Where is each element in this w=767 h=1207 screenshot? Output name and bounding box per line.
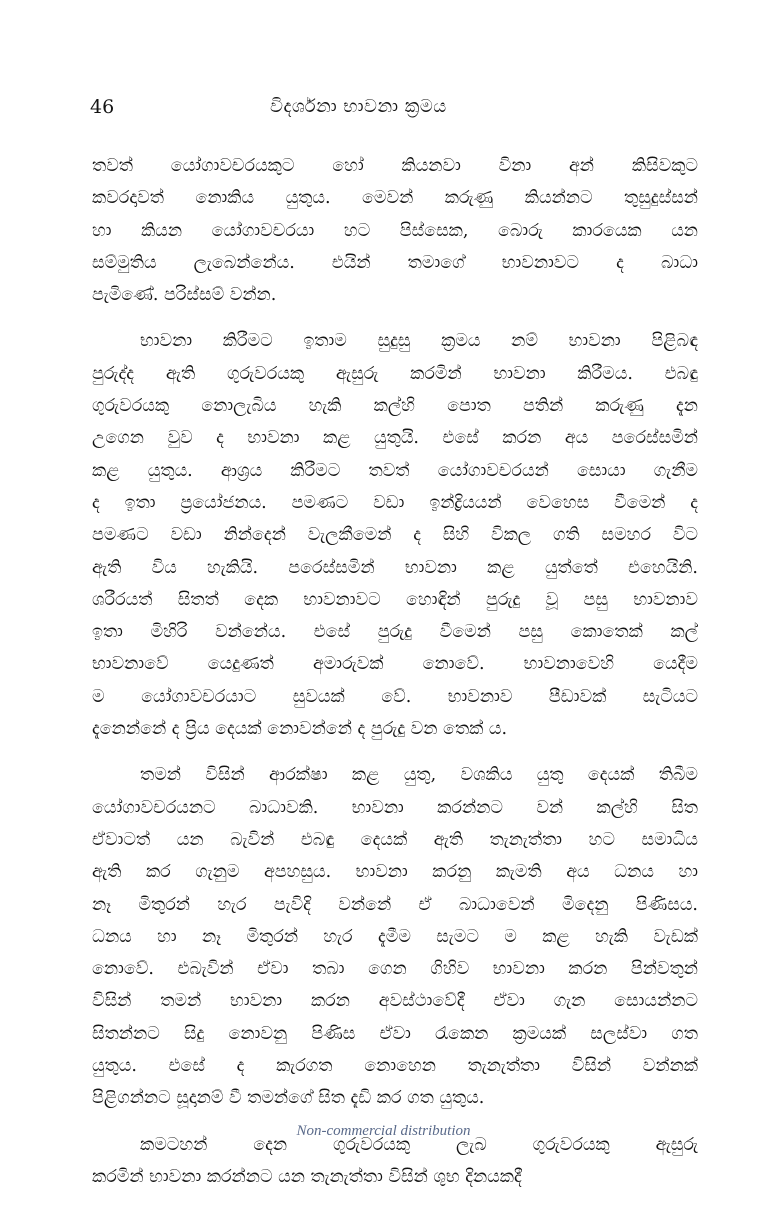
text-line: නෑ මිතුරන් හැර පැවිදි වන්නේ ඒ බාධාවෙන් මිදෙනු පිණිසය. <box>92 894 698 915</box>
text-line: උගෙන වුව ද භාවනා කළ යුතුයි. එසේ කරන අය පරෙස්සමින් <box>92 428 698 449</box>
text-line: ඒවාටත් යන බැවින් එබඳු දෙයක් ඇති තැනැත්තා හට සමාධිය <box>92 829 698 850</box>
page-header <box>90 96 697 126</box>
paragraph <box>92 759 698 1114</box>
text-line: පුරුද්ද ඇති ගුරුවරයකු ඇසුරු කරමින් භාවනා කිරීමය. එබඳු <box>92 363 698 384</box>
text-line: පිළිගන්නට සූදානම් වී තමන්ගේ සිත දැඩි කර ගත යුතුය. <box>92 1088 485 1109</box>
text-line: දැනෙන්නේ ද ප්‍රිය දෙයක් නොවන්නේ ද පුරුදු වන තෙක් ය. <box>92 719 508 740</box>
text-line: පැමිණේ. පරිස්සම් වන්න. <box>92 285 277 306</box>
text-line: කමටහන් දෙන ගුරුවරයකු ලැබ ගුරුවරයකු ඇසුරු <box>140 1134 698 1155</box>
footer-note: Non-commercial distribution <box>296 1123 471 1139</box>
paragraph <box>92 325 698 745</box>
text-line: තමන් විසින් ආරක්ෂා කළ යුතු, වශකිය යුතු දෙයක් තිබීම <box>140 765 698 786</box>
text-line: ගුරුවරයකු නොලැබිය හැකි කල්හි පොත පතින් කරුණු දැන <box>92 396 698 417</box>
paragraph <box>92 150 698 311</box>
text-line: විසින් තමන් භාවනා කරන අවස්ථාවේදී ඒවා ගැන සොයන්නට <box>92 991 698 1012</box>
text-line: යුතුය. එසේ ද කැරගත නොහෙන තැනැත්තා විසින් වන්නක් <box>92 1056 698 1077</box>
page-number: 46 <box>90 96 115 118</box>
text-line: හා කියන යෝගාවචරයා හට පිස්සෙක, බොරු කාරයෙක යන <box>92 220 698 241</box>
text-line: සම්මුතිය ලැබෙන්නේය. එයින් තමාගේ භාවනාවට ද බාධා <box>92 252 698 273</box>
text-line: තවත් යෝගාවචරයකුට හෝ කියනවා විනා අන් කිසිවකුට <box>92 156 698 176</box>
text-line: ම යෝගාවචරයාට සුවයක් වේ. භාවනාව පීඩාවක් සැටියට <box>92 686 698 707</box>
text-line: ඇති කර ගැනුම අපහසුය. භාවනා කරනු කැමති අය ධනය හා <box>92 862 698 883</box>
text-line: භාවනා කිරීමට ඉතාම සුදුසු ක්‍රමය නම් භාවනා පිළිබඳ <box>140 331 698 352</box>
text-line: ද ඉතා ප්‍රයෝජනය. පමණට වඩා ඉන්ද්‍රියයන් වෙහෙස වීමෙන් ද <box>92 492 698 513</box>
text-line: භාවනාවේ යෙදුණත් අමාරුවක් නොවේ. භාවනාවෙහි යෙදීම <box>92 654 698 675</box>
text-line: පමණට වඩා නින්දෙන් වැලකීමෙන් ද සිහි විකල ගති සමහර විට <box>92 525 698 546</box>
text-line: සිතන්නට සිදු නොවනු පිණිස ඒවා රැකෙන ක්‍රමයක් සලස්වා ගත <box>92 1023 698 1044</box>
text-line: ශරීරයත් සිතත් දෙක භාවනාවට හොඳින් පුරුදු වූ පසු භාවනාව <box>92 589 698 610</box>
text-line: කළ යුතුය. ආශ්‍රය කිරීමට තවත් යෝගාවචරයන් සොයා ගැනීම <box>92 460 698 481</box>
running-title: විදර්ශනා භාවනා ක්‍රමය <box>270 96 447 117</box>
text-line: ඇති විය හැකියි. පරෙස්සමින් භාවනා කළ යුත්තේ එහෙයිනි. <box>92 557 698 578</box>
text-line: ඉතා මිහිරි වන්නේය. එසේ පුරුදු වීමෙන් පසු කොතෙක් කල් <box>92 622 698 643</box>
text-line: ධනය හා නෑ මිතුරන් හැර දැමීම සැමට ම කළ හැකි වැඩක් <box>92 926 698 947</box>
text-line: යෝගාවචරයනට බාධාවකි. භාවනා කරන්නට වන් කල්හි සිත <box>92 797 698 818</box>
text-line: නොවේ. එබැවින් ඒවා තබා ගෙන ගිහිව භාවනා කරන පින්වතුන් <box>92 959 698 980</box>
body-text <box>92 150 698 1207</box>
text-line: කරමින් භාවනා කරන්නට යන තැනැත්තා විසින් ශුභ දිනයකදී <box>92 1166 522 1187</box>
text-line: කවරදාවත් නොකිය යුතුය. මෙවන් කරුණු කියන්නට තුසුදුස්සන් <box>92 188 698 209</box>
